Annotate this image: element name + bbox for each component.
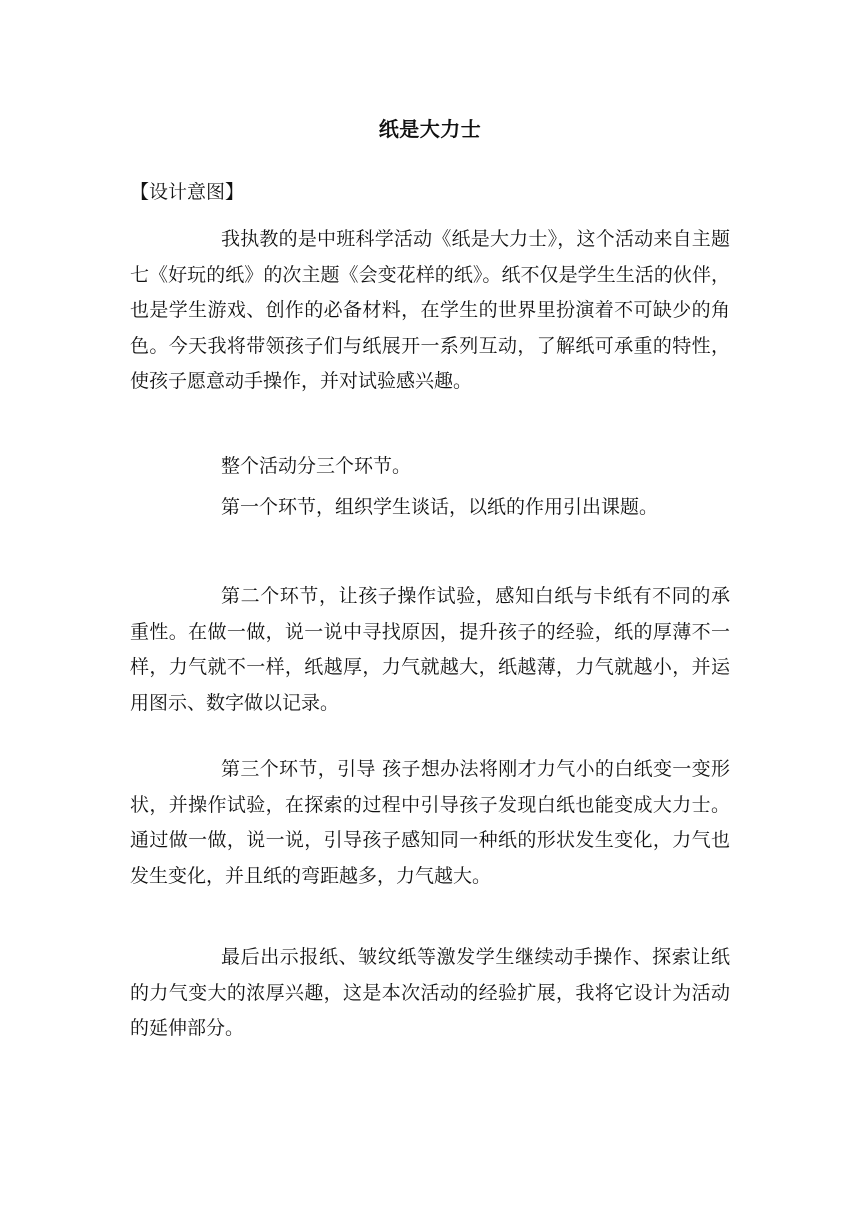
paragraph-step-three: 第三个环节，引导 孩子想办法将刚才力气小的白纸变一变形状，并操作试验，在探索的过程中引导孩子发现白纸也能变成大力士。通过做一做，说一说，引导孩子感知同一种纸的形状发生变化，力气也发生变化，并且纸的弯距越多，力气越大。 [130, 758, 730, 887]
paragraph-step-two: 第二个环节，让孩子操作试验，感知白纸与卡纸有不同的承重性。在做一做，说一说中寻找原因，提升孩子的经验，纸的厚薄不一样，力气就不一样，纸越厚，力气就越大，纸越薄，力气就越小，并运用图示、数字做以记录。 [130, 585, 730, 714]
document-title: 纸是大力士 [378, 117, 482, 141]
paragraph-extension: 最后出示报纸、皱纹纸等激发学生继续动手操作、探索让纸的力气变大的浓厚兴趣，这是本次活动的经验扩展，我将它设计为活动的延伸部分。 [130, 946, 730, 1039]
section-heading: 【设计意图】 [130, 181, 245, 203]
paragraph-intro: 我执教的是中班科学活动《纸是大力士》，这个活动来自主题七《好玩的纸》的次主题《会变花样的纸》。纸不仅是学生生活的伙伴，也是学生游戏、创作的必备材料，在学生的世界里扮演着不可缺少的角色。今天我将带领孩子们与纸展开一系列互动，了解纸可承重的特性，使孩子愿意动手操作，并对试验感兴趣。 [130, 228, 730, 392]
paragraph-step-one: 第一个环节，组织学生谈话，以纸的作用引出课题。 [221, 496, 659, 518]
paragraph-overview: 整个活动分三个环节。 [221, 455, 412, 477]
